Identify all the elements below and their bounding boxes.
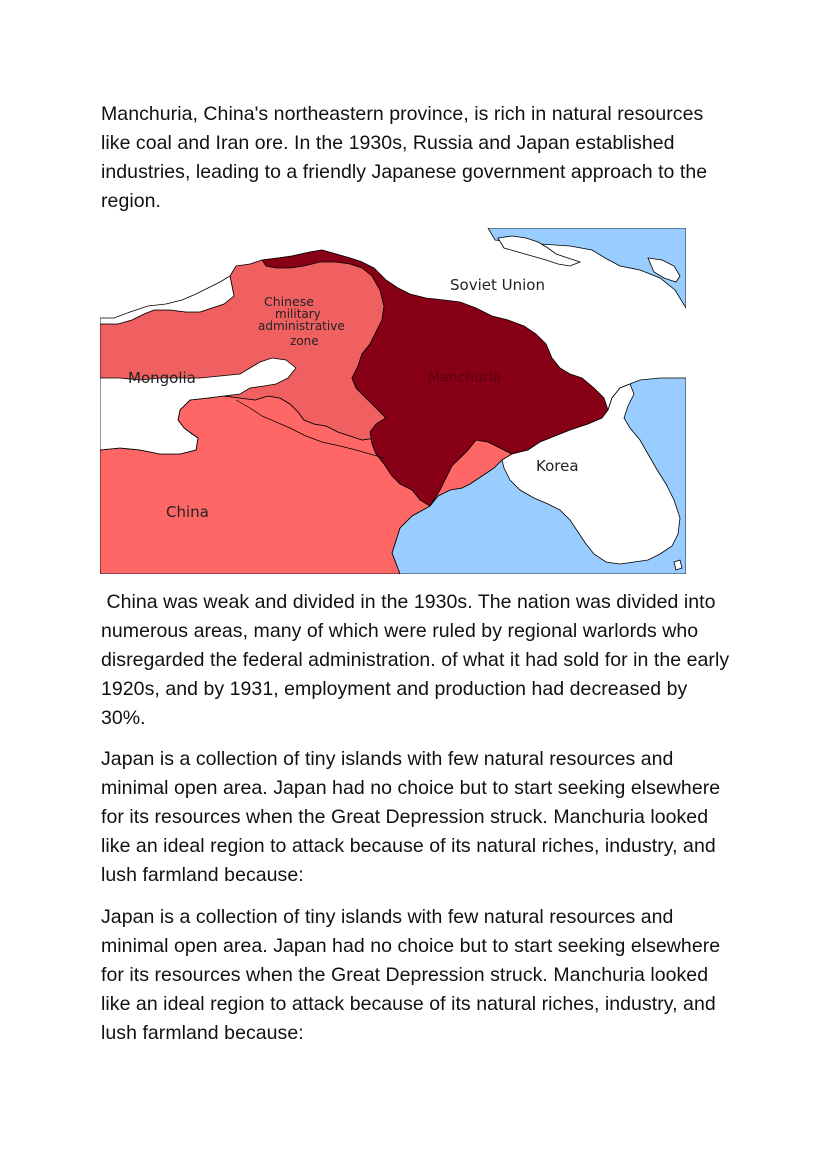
label-china: China [166,503,209,521]
intro-paragraph: Manchuria, China's northeastern province, is rich in natural resources like coal and Iran ore. In the 1930s, Russia and Japan established industries, leading to a friendly Japanese government approach to the region. [101,103,708,212]
label-zone-line1: Chinese [264,294,314,309]
label-manchuria: Manchuria [428,370,502,386]
label-zone-line3: administrative [258,319,345,333]
manchuria-map [100,228,686,574]
label-zone-line2: military [275,307,321,321]
japan-resources-paragraph-repeat: Japan is a collection of tiny islands with few natural resources and minimal open area. Japan had no choice but to start seeking elsewhere for its resources when the Great Depression struck. Manchuria looked like an ideal region to attack because of its natural riches, industry, and lush farmland because: [101,906,721,1044]
label-soviet-union: Soviet Union [450,276,545,294]
label-zone-line4: zone [290,334,319,348]
label-korea: Korea [536,457,579,475]
label-mongolia: Mongolia [128,369,196,387]
china-weak-paragraph: China was weak and divided in the 1930s. The nation was divided into numerous areas, many of which were ruled by regional warlords who disregarded the federal administration. of what it had sold for in the early 1920s, and by 1931, employment and production had decreased by 30%. [101,591,735,729]
map-svg [100,228,686,574]
japan-resources-paragraph: Japan is a collection of tiny islands with few natural resources and minimal open area. Japan had no choice but to start seeking elsewhere for its resources when the Great Depression struck. Manchuria looked like an ideal region to attack because of its natural riches, industry, and lush farmland because: [101,748,721,886]
